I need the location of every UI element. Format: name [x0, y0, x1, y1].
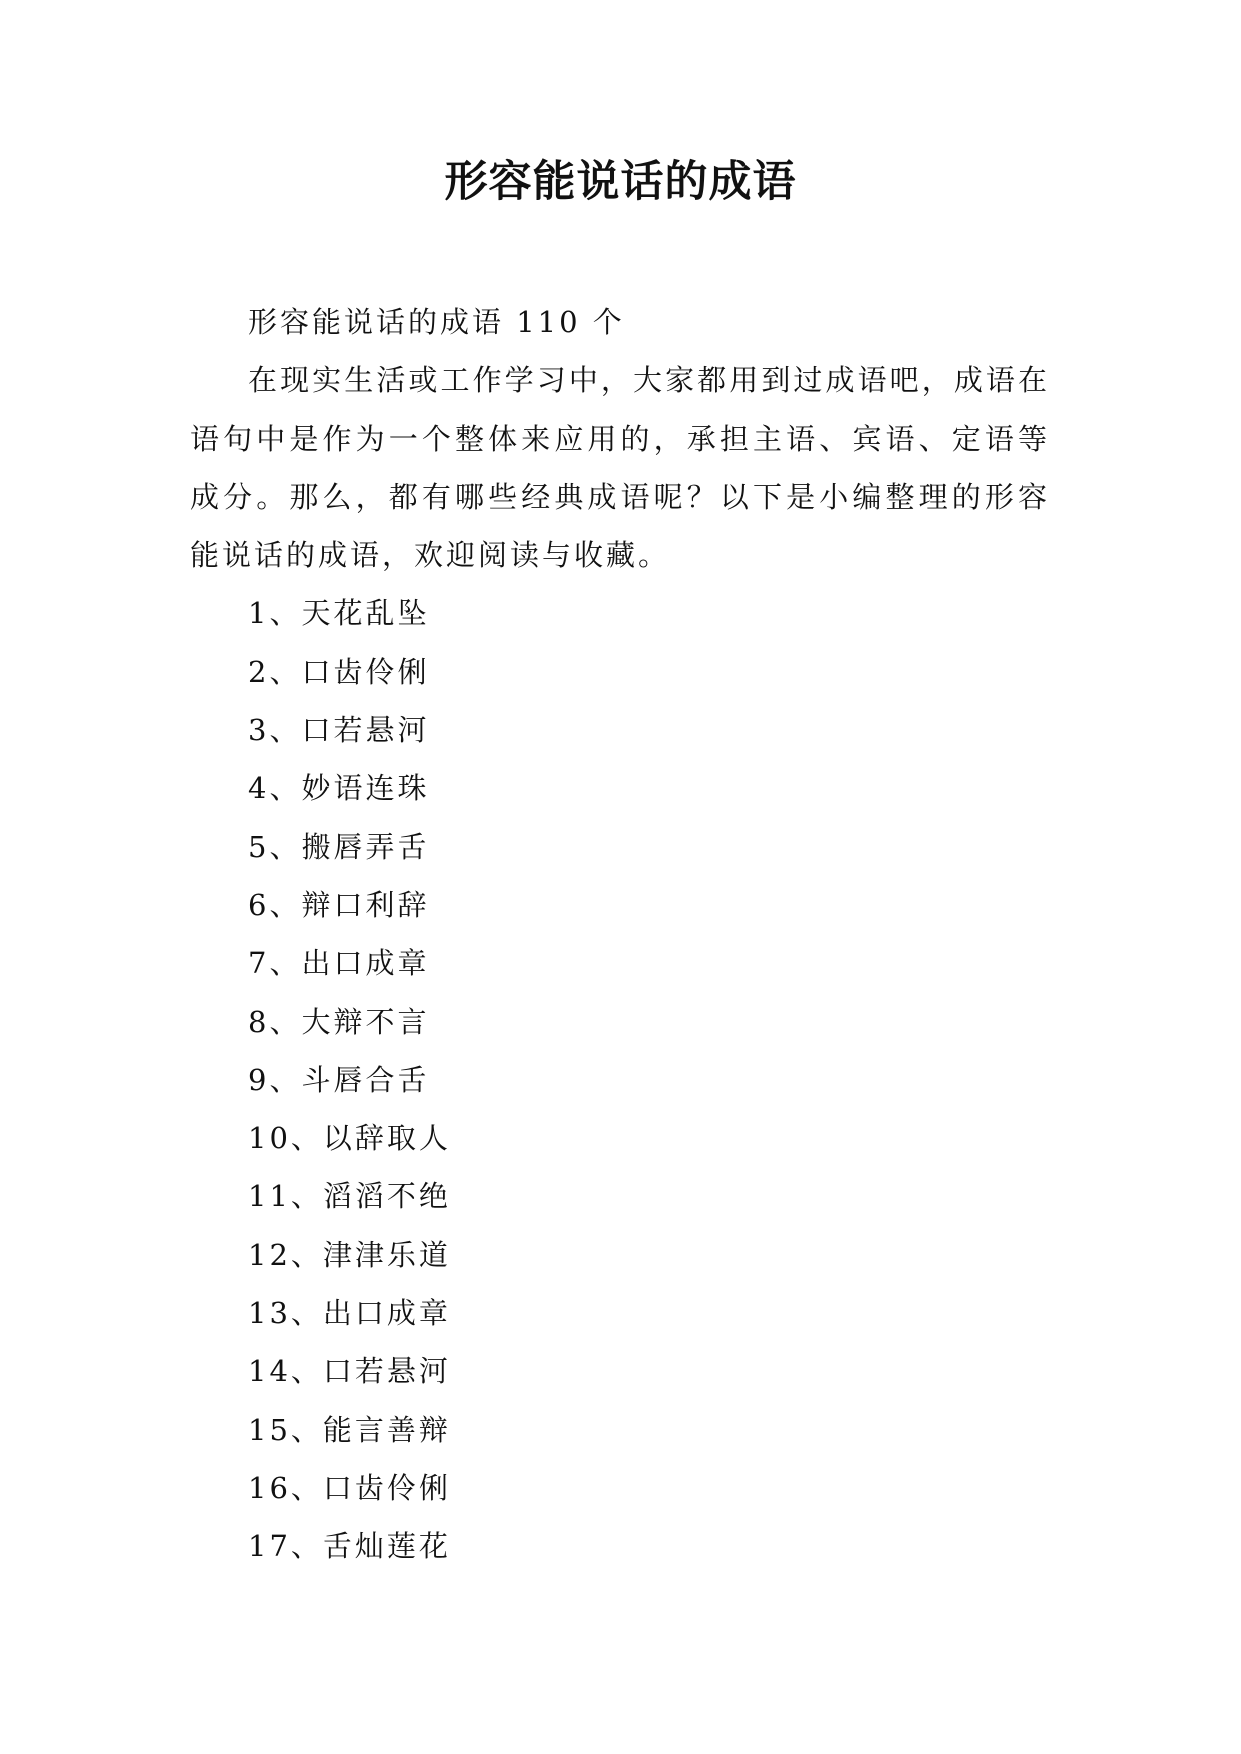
list-item: 1、天花乱坠	[248, 596, 430, 631]
intro-paragraph: 在现实生活或工作学习中，大家都用到过成语吧，成语在语句中是作为一个整体来应用的，承担主语、宾语、定语等成分。那么，都有哪些经典成语呢？以下是小编整理的形容能说话的成语，欢迎阅读与收藏。	[190, 363, 1050, 573]
list-item: 17、舌灿莲花	[248, 1529, 451, 1564]
list-item: 10、以辞取人	[248, 1121, 451, 1156]
subtitle-line: 形容能说话的成语 110 个	[248, 305, 625, 339]
list-item: 14、口若悬河	[248, 1354, 451, 1389]
list-item: 12、津津乐道	[248, 1237, 451, 1272]
list-item: 6、辩口利辞	[248, 887, 430, 922]
list-item: 11、滔滔不绝	[248, 1179, 451, 1214]
list-item: 2、口齿伶俐	[248, 654, 430, 689]
list-item: 7、出口成章	[248, 946, 430, 981]
list-item: 5、搬唇弄舌	[248, 829, 430, 864]
list-item: 8、大辩不言	[248, 1004, 430, 1039]
list-item: 15、能言善辩	[248, 1412, 451, 1447]
list-item: 16、口齿伶俐	[248, 1470, 451, 1505]
list-item: 9、斗唇合舌	[248, 1062, 430, 1097]
list-item: 13、出口成章	[248, 1296, 451, 1331]
page-title: 形容能说话的成语	[444, 157, 797, 207]
idiom-list	[190, 584, 1050, 1575]
document-body	[190, 293, 1050, 1576]
list-item: 4、妙语连珠	[248, 771, 430, 806]
list-item: 3、口若悬河	[248, 713, 430, 748]
